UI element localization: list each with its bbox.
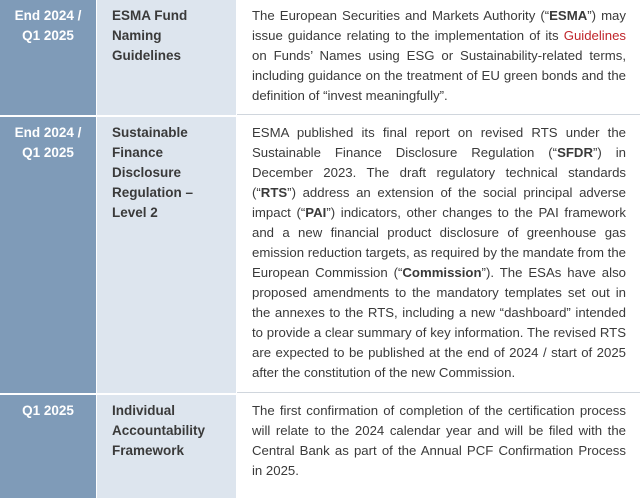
defined-term: PAI (305, 205, 327, 220)
date-cell (0, 395, 97, 498)
topic-line: Guidelines (112, 48, 182, 63)
defined-term: RTS (260, 185, 288, 200)
guidelines-link[interactable]: Guidelines (563, 28, 626, 43)
description-cell (237, 0, 640, 115)
desc-text: The first confirmation of completion of the certification process will relate to the 2024 calendar year and will be filed with the Central Bank as part of the Annual PCF Confirmation Process in 2025. (252, 403, 626, 478)
topic-line: Individual (112, 403, 176, 418)
date-line: Q1 2025 (22, 145, 74, 160)
desc-text: ”) in December 2023. The draft regulatory technical standards (“ (252, 145, 626, 200)
defined-term: SFDR (557, 145, 593, 160)
desc-text: on Funds’ Names using ESG or Sustainability-related terms, including guidance on the treatment of EU green bonds and the definition of “invest meaningfully”. (252, 48, 626, 103)
description-cell (237, 117, 640, 393)
topic-line: Disclosure (112, 165, 182, 180)
date-cell (0, 117, 97, 393)
desc-text: ”) may issue guidance relating to the implementation of its (252, 8, 626, 43)
topic-line: Finance (112, 145, 164, 160)
topic-cell (97, 395, 237, 498)
topic-line: ESMA Fund (112, 8, 188, 23)
table-row (0, 395, 640, 498)
date-line: Q1 2025 (22, 28, 74, 43)
desc-text: ESMA published its final report on revised RTS under the Sustainable Finance Disclosure Regulation (“ (252, 125, 626, 160)
topic-line: Sustainable (112, 125, 188, 140)
topic-line: Level 2 (112, 205, 158, 220)
topic-cell (97, 117, 237, 393)
defined-term: ESMA (549, 8, 588, 23)
desc-text: ”) indicators, other changes to the PAI framework and a new financial product disclosure of greenhouse gas emission reduction targets, as required by the mandate from the European Commission (“ (252, 205, 626, 280)
table-row (0, 117, 640, 395)
date-line: End 2024 / (14, 125, 82, 140)
topic-cell (97, 0, 237, 115)
topic-line: Framework (112, 443, 185, 458)
description-cell (237, 395, 640, 498)
table-row (0, 0, 640, 117)
defined-term: Commission (402, 265, 482, 280)
topic-line: Naming (112, 28, 162, 43)
desc-text: The European Securities and Markets Authority (“ (252, 8, 550, 23)
desc-text: ”) address an extension of the social principal adverse impact (“ (252, 185, 626, 220)
topic-line: Regulation – (112, 185, 194, 200)
date-line: Q1 2025 (22, 403, 74, 418)
date-cell (0, 0, 97, 115)
topic-line: Accountability (112, 423, 206, 438)
date-line: End 2024 / (14, 8, 82, 23)
desc-text: ”). The ESAs have also proposed amendments to the mandatory templates set out in the annexes to the RTS, including a new “dashboard” intended to provide a clear summary of key information. The revised RTS are expected to be published at the end of 2024 / start of 2025 after the constitution of the new Commission. (252, 265, 626, 380)
